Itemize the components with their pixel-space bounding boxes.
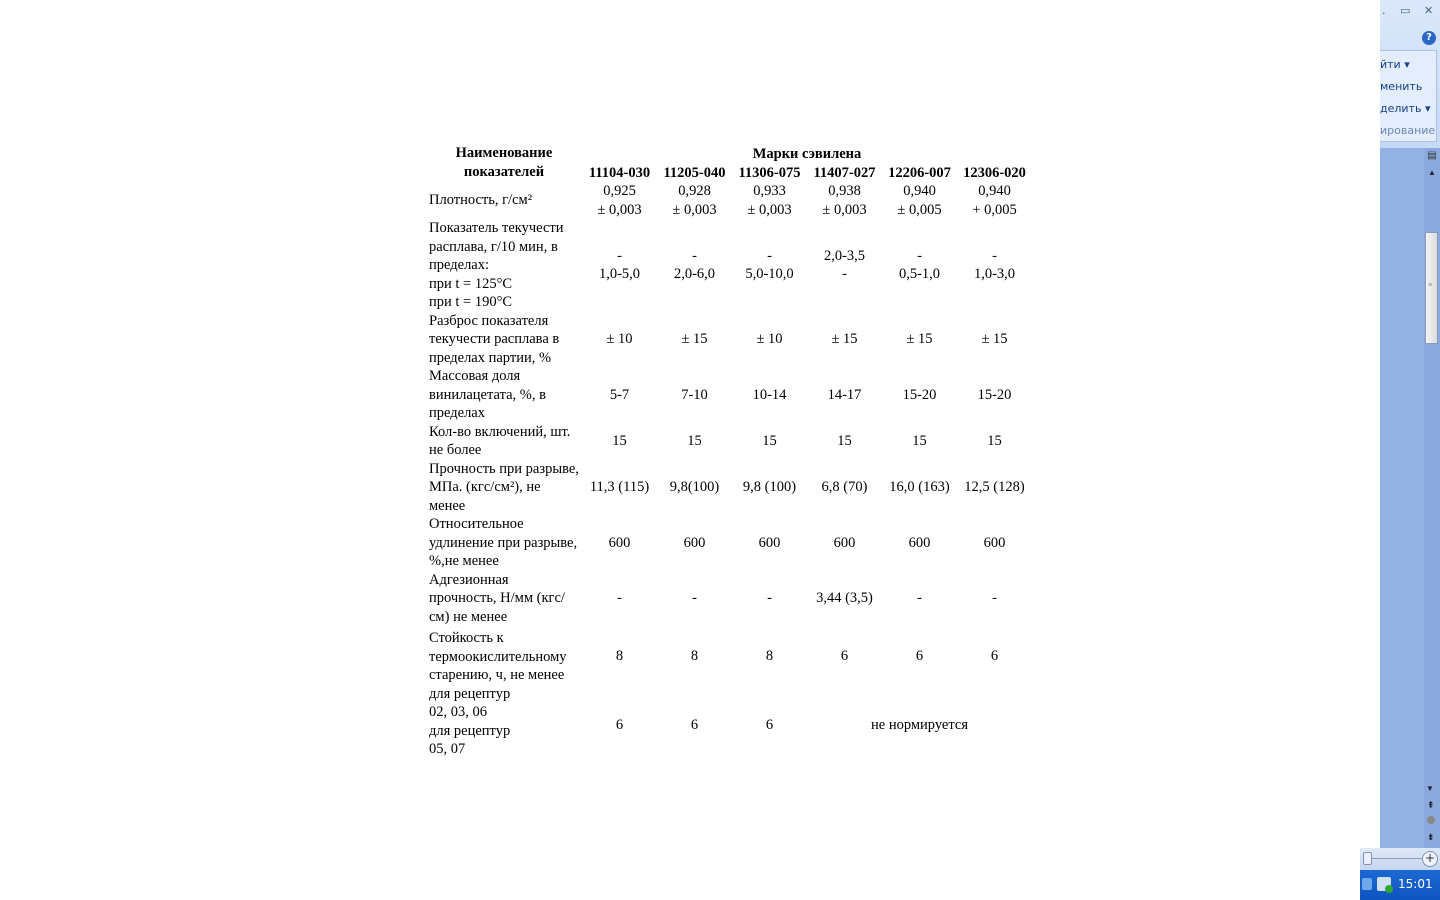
property-value: ± 10 bbox=[756, 331, 783, 347]
restore-icon[interactable]: ▭ bbox=[1400, 4, 1411, 17]
property-value: - bbox=[992, 590, 997, 606]
property-value: 15 bbox=[687, 432, 702, 449]
table-row bbox=[424, 312, 1032, 368]
network-icon[interactable] bbox=[1362, 878, 1372, 890]
grade-header: 11104-030 bbox=[588, 164, 651, 181]
property-value: 11,3 (115) bbox=[589, 479, 650, 495]
table-row bbox=[424, 367, 1032, 423]
property-value: 15 bbox=[762, 432, 777, 449]
not-normed-note: не нормируется bbox=[871, 717, 968, 734]
grade-header: 11306-075 bbox=[738, 164, 801, 181]
property-name: Стойкость к термоокислительному старению, ч, не менее для рецептур 02, 03, 06 для рецептур 05, 07 bbox=[429, 630, 567, 757]
property-value: ± 15 bbox=[831, 331, 858, 347]
property-value: - bbox=[617, 590, 622, 606]
property-name: Массовая доля винилацетата, %, в пределах bbox=[429, 368, 546, 421]
property-name: Адгезионная прочность, Н/мм (кгс/см) не менее bbox=[429, 571, 565, 625]
property-value: 14-17 bbox=[827, 386, 862, 403]
table-row bbox=[424, 626, 1032, 716]
properties-table bbox=[424, 143, 1032, 759]
property-value: 8 bbox=[615, 648, 624, 664]
property-value: 15 bbox=[912, 432, 927, 449]
property-value: 15 bbox=[612, 432, 627, 449]
table-row bbox=[424, 571, 1032, 627]
property-value: 0,928 ± 0,003 bbox=[672, 183, 717, 218]
scroll-up-icon[interactable]: ▲ bbox=[1428, 168, 1436, 177]
zoom-slider-track[interactable] bbox=[1366, 858, 1422, 859]
scroll-thumb[interactable] bbox=[1425, 232, 1438, 344]
grade-header: 12306-020 bbox=[963, 164, 1026, 181]
property-value: 6 bbox=[615, 717, 624, 734]
property-name: Прочность при разрыве, МПа. (кгс/см²), не менее bbox=[429, 460, 579, 514]
property-value: - 5,0-10,0 bbox=[745, 247, 794, 283]
help-icon[interactable]: ? bbox=[1422, 31, 1436, 45]
property-name: Разброс показателя текучести расплава в пределах партии, % bbox=[429, 312, 560, 366]
table-row bbox=[424, 515, 1032, 571]
property-value: 10-14 bbox=[752, 386, 787, 403]
property-value: 600 bbox=[833, 534, 856, 551]
property-value: 8 bbox=[765, 648, 774, 664]
property-value: 15 bbox=[987, 432, 1002, 449]
grade-header: 12206-007 bbox=[888, 164, 951, 181]
property-value: 6,8 (70) bbox=[821, 479, 868, 495]
property-value: 15 bbox=[837, 432, 852, 449]
previous-page-icon[interactable]: ⇞ bbox=[1427, 800, 1435, 810]
property-value: - 0,5-1,0 bbox=[898, 247, 941, 283]
grip-icon: ≡ bbox=[1428, 280, 1433, 289]
property-value: 0,938 ± 0,003 bbox=[822, 183, 867, 218]
property-value: 9,8(100) bbox=[669, 479, 720, 495]
header-name: Наименование показателей bbox=[455, 145, 553, 180]
property-value: 0,940 ± 0,005 bbox=[897, 183, 942, 218]
scroll-down-icon[interactable]: ▼ bbox=[1426, 784, 1434, 793]
grade-header: 11205-040 bbox=[663, 164, 726, 181]
status-bar bbox=[1360, 848, 1440, 870]
property-value: - 1,0-5,0 bbox=[598, 247, 641, 283]
table-row bbox=[424, 182, 1032, 219]
browse-object-icon[interactable] bbox=[1427, 816, 1435, 824]
select-button[interactable]: делить ▾ bbox=[1380, 102, 1431, 115]
property-value: ± 10 bbox=[606, 331, 633, 347]
property-value: 6 bbox=[840, 648, 849, 664]
property-name: Относительное удлинение при разрыве, %,не менее bbox=[429, 516, 578, 569]
property-value: 6 bbox=[765, 717, 774, 734]
next-page-icon[interactable]: ⇟ bbox=[1427, 832, 1435, 842]
property-value: 12,5 (128) bbox=[964, 479, 1025, 495]
table-row bbox=[424, 219, 1032, 312]
property-value: 600 bbox=[758, 534, 781, 551]
editing-group-label: ирование bbox=[1380, 124, 1436, 137]
property-value: 0,933 ± 0,003 bbox=[747, 183, 792, 218]
property-value: - bbox=[692, 590, 697, 606]
property-value: 600 bbox=[608, 534, 631, 551]
find-button[interactable]: йти ▾ bbox=[1380, 58, 1410, 71]
property-value: ± 15 bbox=[981, 331, 1008, 347]
property-value: 15-20 bbox=[902, 386, 937, 403]
property-value: - bbox=[767, 590, 772, 606]
property-value: 3,44 (3,5) bbox=[816, 590, 873, 606]
minimize-icon[interactable]: . bbox=[1382, 4, 1386, 17]
property-name: Кол-во включений, шт. не более bbox=[429, 423, 571, 458]
property-value: 16,0 (163) bbox=[889, 479, 950, 495]
property-value: 6 bbox=[915, 648, 924, 664]
property-value: - bbox=[917, 590, 922, 606]
property-value: 0,940 + 0,005 bbox=[972, 183, 1017, 218]
replace-button[interactable]: менить bbox=[1380, 80, 1423, 93]
property-value: 6 bbox=[690, 717, 699, 734]
grade-header: 11407-027 bbox=[813, 164, 876, 181]
property-name: Показатель текучести расплава, г/10 мин, в пределах: при t = 125°C при t = 190°C bbox=[429, 220, 564, 310]
update-icon[interactable] bbox=[1377, 877, 1391, 891]
clock: 15:01 bbox=[1398, 877, 1433, 891]
zoom-in-button[interactable]: + bbox=[1422, 851, 1438, 867]
zoom-slider-knob[interactable] bbox=[1363, 852, 1372, 865]
taskbar bbox=[1360, 870, 1440, 900]
table-row bbox=[424, 423, 1032, 460]
property-value: ± 15 bbox=[906, 331, 933, 347]
table-row bbox=[424, 460, 1032, 516]
property-value: - 1,0-3,0 bbox=[973, 247, 1016, 283]
vertical-scrollbar[interactable] bbox=[1424, 148, 1440, 848]
ribbon-panel bbox=[1380, 0, 1440, 148]
property-name: Плотность, г/см² bbox=[429, 192, 533, 209]
property-value: 600 bbox=[983, 534, 1006, 551]
property-value: 6 bbox=[990, 648, 999, 664]
property-value: 7-10 bbox=[681, 386, 708, 403]
property-value: 8 bbox=[690, 648, 699, 664]
property-value: 9,8 (100) bbox=[742, 479, 797, 495]
property-value: 15-20 bbox=[977, 386, 1012, 403]
property-value: 5-7 bbox=[609, 386, 630, 403]
side-panel bbox=[1380, 148, 1424, 848]
property-value: 2,0-3,5 - bbox=[823, 247, 866, 283]
ruler-toggle-icon[interactable]: ▤ bbox=[1427, 150, 1437, 161]
property-value: ± 15 bbox=[681, 331, 708, 347]
property-value: 0,925 ± 0,003 bbox=[597, 183, 642, 218]
header-grades-group: Марки сэвилена bbox=[752, 146, 862, 162]
property-value: 600 bbox=[683, 534, 706, 551]
close-icon[interactable]: ✕ bbox=[1424, 4, 1434, 17]
property-value: 600 bbox=[908, 534, 931, 551]
property-value: - 2,0-6,0 bbox=[673, 247, 716, 283]
